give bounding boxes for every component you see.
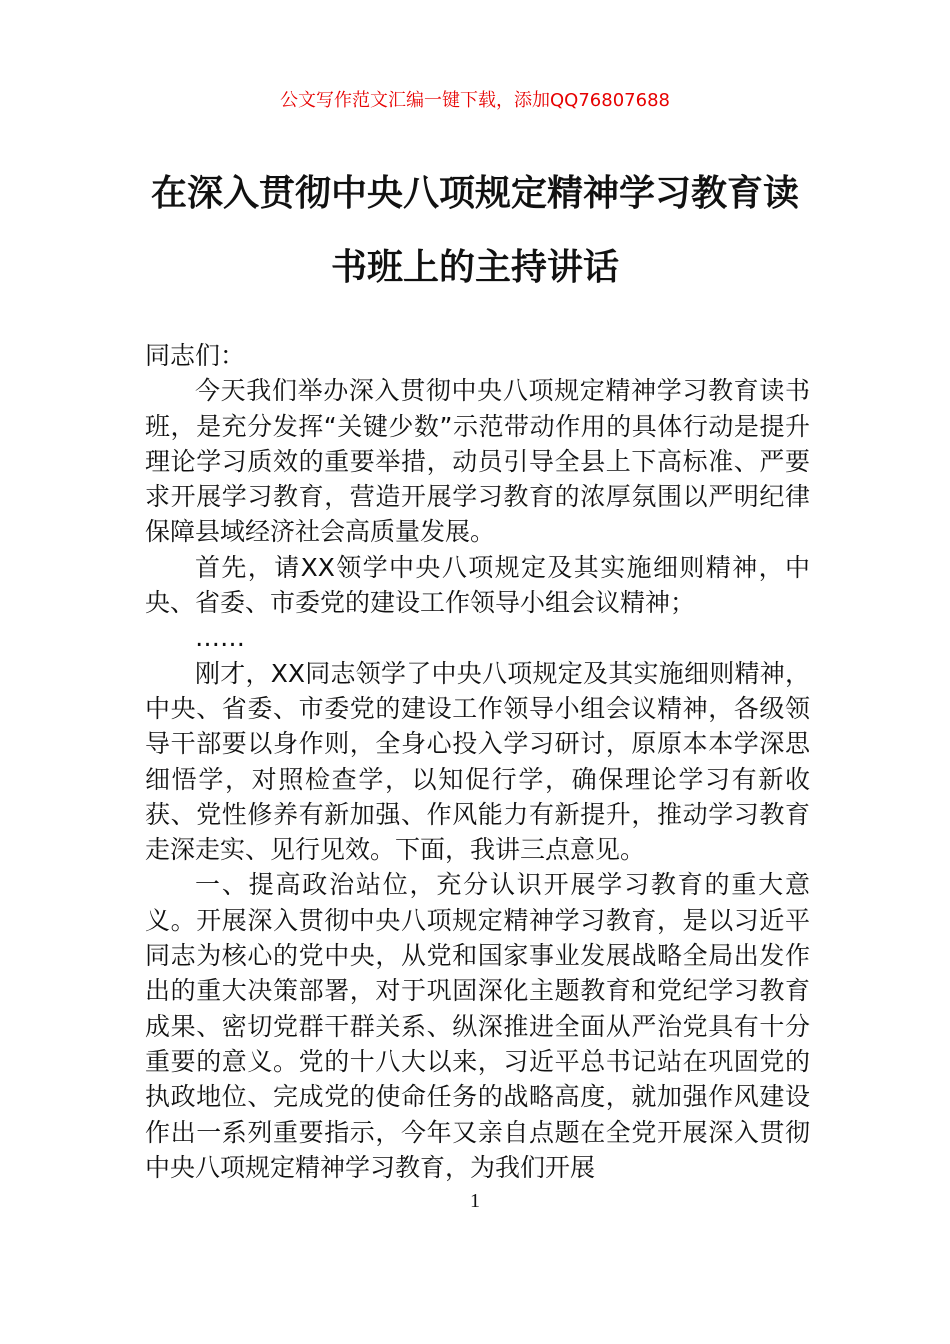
page-number: 1 xyxy=(470,1190,480,1212)
paragraph-point-one: 一、提高政治站位，充分认识开展学习教育的重大意义。开展深入贯彻中央八项规定精神学习教育，是以习近平同志为核心的党中央，从党和国家事业发展战略全局出发作出的重大决策部署，对于巩固深化主题教育和党纪学习教育成果、密切党群干群关系、纵深推进全面从严治党具有十分重要的意义。党的十八大以来，习近平总书记站在巩固党的执政地位、完成党的使命任务的战略高度，就加强作风建设作出一系列重要指示，今年又亲自点题在全党开展深入贯彻中央八项规定精神学习教育，为我们开展 xyxy=(145,870,810,1182)
paragraph-summary: 刚才，XX同志领学了中央八项规定及其实施细则精神，中央、省委、市委党的建设工作领导小组会议精神，各级领导干部要以身作则，全身心投入学习研讨，原原本本学深思细悟学，对照检查学，以知促行学，确保理论学习有新收获、党性修养有新加强、作风能力有新提升，推动学习教育走深走实、见行见效。下面，我讲三点意见。 xyxy=(145,658,810,865)
document-body xyxy=(145,338,810,1185)
document-title-line-1: 在深入贯彻中央八项规定精神学习教育读 xyxy=(150,173,799,214)
paragraph-ellipsis: …… xyxy=(195,623,245,653)
watermark-banner: 公文写作范文汇编一键下载，添加QQ76807688 xyxy=(280,90,670,111)
paragraph-first-item: 首先，请XX领学中央八项规定及其实施细则精神，中央、省委、市委党的建设工作领导小组会议精神； xyxy=(145,552,810,618)
paragraph-intro: 今天我们举办深入贯彻中央八项规定精神学习教育读书班，是充分发挥“关键少数”示范带动作用的具体行动是提升理论学习质效的重要举措，动员引导全县上下高标准、严要求开展学习教育，营造开展学习教育的浓厚氛围以严明纪律保障县域经济社会高质量发展。 xyxy=(145,376,810,547)
document-title-line-2: 书班上的主持讲话 xyxy=(330,247,619,288)
salutation: 同志们： xyxy=(145,341,246,370)
